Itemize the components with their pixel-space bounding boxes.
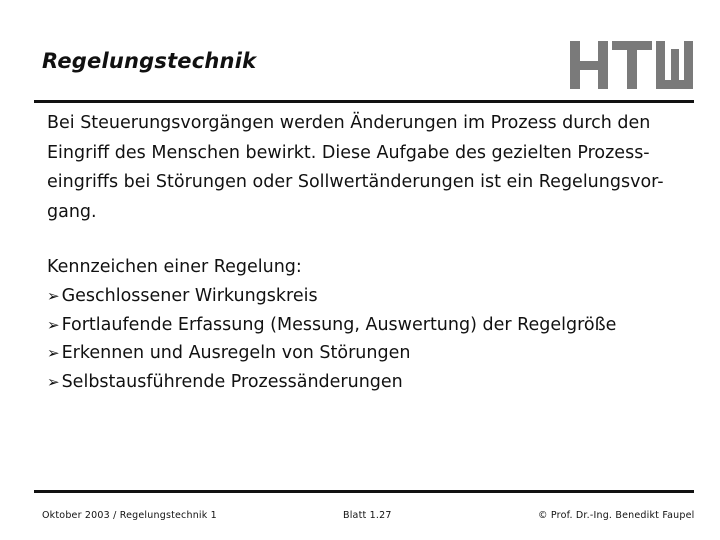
arrow-right-icon: ➢ <box>47 315 60 334</box>
list-item-text: Geschlossener Wirkungskreis <box>61 286 318 306</box>
list-item-text: Fortlaufende Erfassung (Messung, Auswertung) der Regelgröße <box>61 314 617 335</box>
intro-line: Bei Steuerungsvorgängen werden Änderungen im Prozess durch den <box>47 113 651 133</box>
list-item <box>47 339 616 368</box>
list-item-text: Erkennen und Ausregeln von Störungen <box>61 343 411 364</box>
intro-line: eingriffs bei Störungen oder Sollwertänderungen ist ein Regelungsvor- <box>47 172 664 192</box>
footer-divider <box>34 490 694 493</box>
list-item <box>47 282 616 311</box>
criteria-heading: Kennzeichen einer Regelung: <box>47 257 302 277</box>
header-divider <box>34 100 694 103</box>
criteria-list <box>47 282 616 397</box>
arrow-right-icon: ➢ <box>47 344 60 363</box>
intro-paragraph <box>47 109 707 227</box>
arrow-right-icon: ➢ <box>47 373 60 392</box>
arrow-right-icon: ➢ <box>47 287 60 305</box>
footer-page-number: Blatt 1.27 <box>343 510 392 521</box>
list-item <box>47 368 616 397</box>
htw-logo <box>570 41 693 89</box>
slide-title: Regelungstechnik <box>42 49 257 73</box>
intro-line: gang. <box>47 201 97 222</box>
intro-line: Eingriff des Menschen bewirkt. Diese Aufgabe des gezielten Prozess- <box>47 142 650 163</box>
footer-author: © Prof. Dr.-Ing. Benedikt Faupel <box>538 510 695 521</box>
list-item-text: Selbstausführende Prozessänderungen <box>61 372 403 393</box>
list-item <box>47 311 616 340</box>
footer-date-course: Oktober 2003 / Regelungstechnik 1 <box>42 510 217 521</box>
